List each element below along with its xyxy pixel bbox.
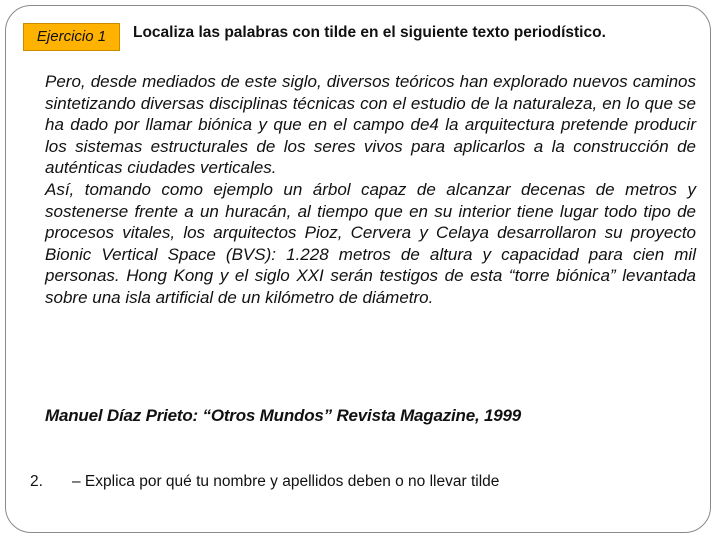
- exercise-label: Ejercicio 1: [23, 23, 120, 51]
- article-citation: Manuel Díaz Prieto: “Otros Mundos” Revista Magazine, 1999: [45, 406, 522, 425]
- question-number: 2.: [30, 473, 43, 490]
- article-text: [45, 71, 696, 309]
- article-paragraph: Pero, desde mediados de este siglo, diversos teóricos han explorado nuevos caminos sintetizando diversas disciplinas técnicas con el estudio de la naturaleza, en lo que se ha dado por llamar biónica y que en el campo de4 la arquitectura pretende producir los sistemas estructurales de los seres vivos para aplicarlos a la construcción de auténticas ciudades verticales.: [45, 72, 696, 178]
- question-item: [30, 471, 499, 493]
- article-paragraph: Así, tomando como ejemplo un árbol capaz de alcanzar decenas de metros y sostenerse frente a un huracán, al tiempo que en su interior tiene lugar todo tipo de procesos vitales, los arquitectos Pioz, Cervera y Celaya desarrollaron su proyecto Bionic Vertical Space (BVS): 1.228 metros de altura y capacidad para cien mil personas. Hong Kong y el siglo XXI serán testigos de esta “torre biónica” levantada sobre una isla artificial de un kilómetro de diámetro.: [45, 179, 696, 307]
- exercise-instruction: Localiza las palabras con tilde en el siguiente texto periodístico.: [133, 24, 606, 41]
- question-text: – Explica por qué tu nombre y apellidos deben o no llevar tilde: [72, 473, 500, 490]
